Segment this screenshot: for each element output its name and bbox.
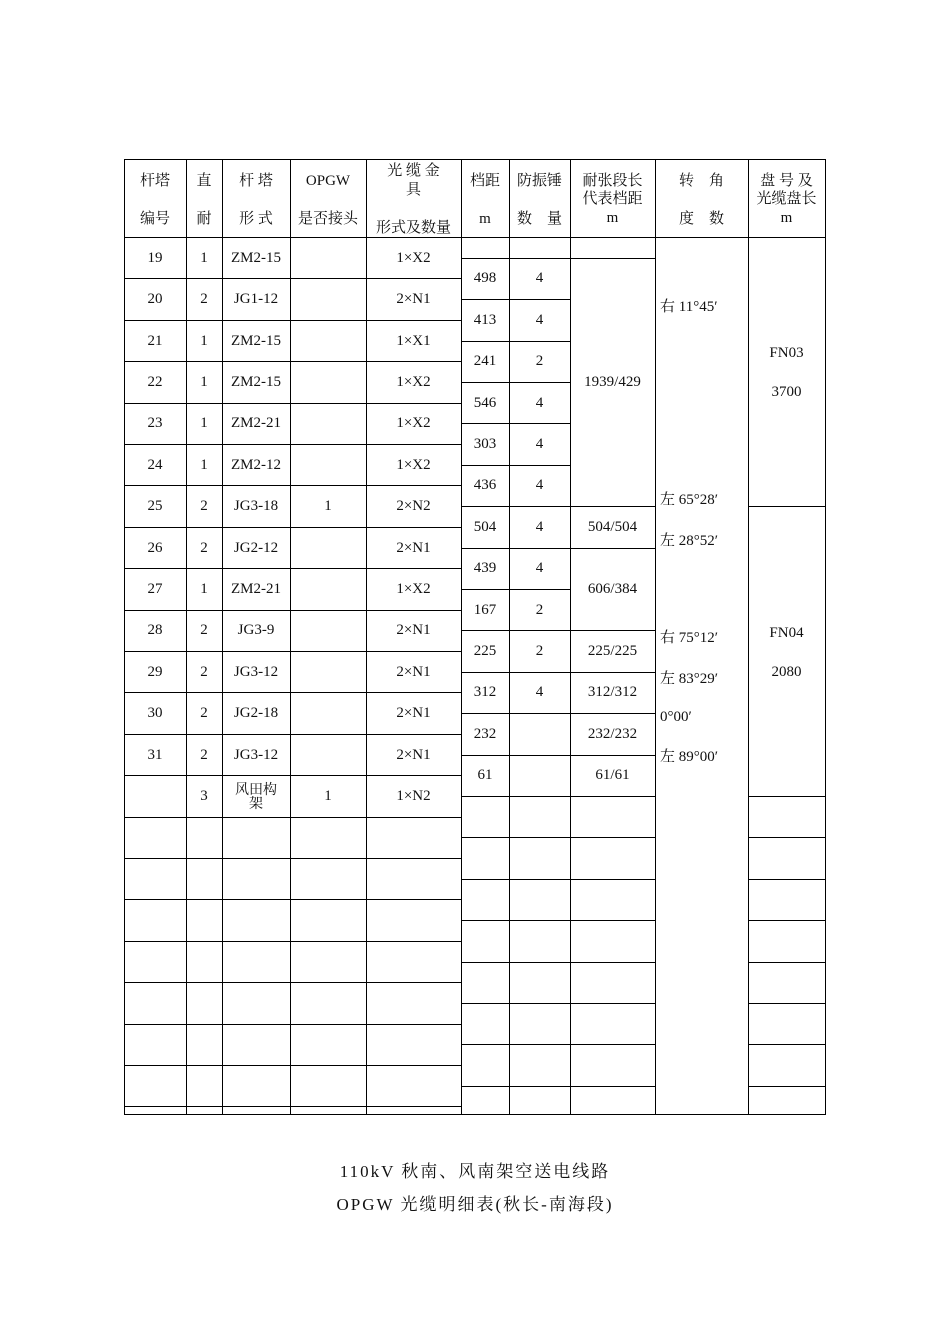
- fitting-cell: 2×N1: [396, 747, 431, 763]
- tower-model-cell: JG3-18: [233, 498, 279, 514]
- type-code-cell: 2: [200, 540, 208, 556]
- type-code-cell: 1: [200, 581, 208, 597]
- section-cell: 232/232: [587, 726, 638, 742]
- span-cell: 61: [477, 767, 493, 783]
- tower-row-line: [124, 320, 462, 321]
- span-cell: 232: [473, 726, 497, 742]
- angle-label: 左 89°00′: [660, 749, 719, 765]
- column-line-3: [290, 159, 291, 1115]
- section-row-line: [570, 713, 656, 714]
- type-code-cell: 2: [200, 622, 208, 638]
- span-cell: 167: [473, 602, 497, 618]
- section-cell: 61/61: [595, 767, 630, 783]
- reel-row-line: [748, 920, 826, 921]
- tower-row-line: [124, 568, 462, 569]
- tower-model-cell: JG2-18: [233, 705, 279, 721]
- section-row-line: [570, 1086, 656, 1087]
- tower-no-cell: 24: [147, 457, 163, 473]
- fitting-cell: 2×N1: [396, 705, 431, 721]
- type-code-cell: 2: [200, 705, 208, 721]
- tower-no-cell: 29: [147, 664, 163, 680]
- tower-model-cell: 风田构架: [235, 783, 277, 812]
- span-row-line: [461, 713, 571, 714]
- tower-model-cell: ZM2-15: [231, 333, 281, 349]
- tower-no-cell: 26: [147, 540, 163, 556]
- tower-row-line: [124, 403, 462, 404]
- type-code-cell: 1: [200, 374, 208, 390]
- section-row-line: [570, 548, 656, 549]
- tower-model-cell: JG3-12: [233, 664, 279, 680]
- span-row-line: [461, 1003, 571, 1004]
- span-cell: 312: [473, 684, 497, 700]
- span-row-line: [461, 465, 571, 466]
- damper-cell: 4: [535, 436, 544, 452]
- span-cell: 498: [473, 270, 497, 286]
- type-code-cell: 2: [200, 498, 208, 514]
- angle-label: 0°00′: [660, 709, 692, 725]
- section-row-line: [570, 1003, 656, 1004]
- span-row-line: [461, 1044, 571, 1045]
- reel-row-line: [748, 879, 826, 880]
- header-angle-line: 度 数: [678, 211, 724, 227]
- section-cell: 504/504: [587, 519, 638, 535]
- tower-no-cell: 27: [147, 581, 163, 597]
- damper-cell: 4: [535, 519, 544, 535]
- tower-model-cell: ZM2-15: [231, 374, 281, 390]
- tower-no-cell: 19: [147, 250, 163, 266]
- tower-row-line: [124, 444, 462, 445]
- tower-row-line: [124, 899, 462, 900]
- damper-cell: 4: [535, 395, 544, 411]
- span-cell: 413: [473, 312, 497, 328]
- damper-cell: 2: [535, 643, 544, 659]
- tower-row-line: [124, 651, 462, 652]
- tower-model-cell: ZM2-21: [231, 581, 281, 597]
- tower-row-line: [124, 1024, 462, 1025]
- tower-no-cell: 30: [147, 705, 163, 721]
- reel-no-cell: FN03: [769, 345, 804, 361]
- tower-no-cell: 23: [147, 415, 163, 431]
- header-section-line: 耐张段长: [582, 173, 643, 189]
- tower-row-line: [124, 1106, 462, 1107]
- fitting-cell: 2×N1: [396, 540, 431, 556]
- type-code-cell: 3: [200, 788, 208, 804]
- section-row-line: [570, 837, 656, 838]
- span-cell: 504: [473, 519, 497, 535]
- tower-row-line: [124, 941, 462, 942]
- fitting-cell: 1×X2: [396, 457, 431, 473]
- span-cell: 225: [473, 643, 497, 659]
- type-code-cell: 1: [200, 250, 208, 266]
- tower-row-line: [124, 692, 462, 693]
- fitting-cell: 2×N1: [396, 622, 431, 638]
- fitting-cell: 1×X2: [396, 415, 431, 431]
- header-bottom-border: [124, 237, 826, 238]
- span-row-line: [461, 796, 571, 797]
- opgw-joint-cell: 1: [324, 498, 332, 514]
- tower-no-cell: 20: [147, 291, 163, 307]
- tower-no-cell: 22: [147, 374, 163, 390]
- header-opgw-joint-line: OPGW: [305, 173, 351, 189]
- reel-length-cell: 3700: [771, 384, 802, 400]
- tower-model-cell: JG1-12: [233, 291, 279, 307]
- section-row-line: [570, 796, 656, 797]
- span-cell: 546: [473, 395, 497, 411]
- span-row-line: [461, 299, 571, 300]
- tower-no-cell: 21: [147, 333, 163, 349]
- header-straight-tension-line: 耐: [196, 211, 212, 227]
- fitting-cell: 1×X2: [396, 250, 431, 266]
- header-angle-line: 转 角: [678, 173, 724, 189]
- header-section-line: m: [606, 210, 619, 226]
- column-line-5: [461, 159, 462, 1115]
- span-row-line: [461, 962, 571, 963]
- section-cell: 225/225: [587, 643, 638, 659]
- tower-no-cell: 25: [147, 498, 163, 514]
- damper-cell: 4: [535, 312, 544, 328]
- span-cell: 303: [473, 436, 497, 452]
- header-damper-line: 数 量: [516, 211, 562, 227]
- tower-row-line: [124, 361, 462, 362]
- type-code-cell: 1: [200, 415, 208, 431]
- tower-row-line: [124, 1065, 462, 1066]
- fitting-cell: 2×N2: [396, 498, 431, 514]
- section-row-line: [570, 1044, 656, 1045]
- tower-model-cell: JG2-12: [233, 540, 279, 556]
- section-cell: 312/312: [587, 684, 638, 700]
- span-row-line: [461, 879, 571, 880]
- type-code-cell: 2: [200, 747, 208, 763]
- damper-cell: 4: [535, 684, 544, 700]
- header-span-line: 档距: [469, 173, 500, 189]
- span-row-line: [461, 630, 571, 631]
- column-line-6: [509, 159, 510, 1115]
- fitting-cell: 1×X1: [396, 333, 431, 349]
- tower-row-line: [124, 734, 462, 735]
- fitting-cell: 2×N1: [396, 664, 431, 680]
- fitting-cell: 1×X2: [396, 374, 431, 390]
- tower-row-line: [124, 610, 462, 611]
- table-bottom-border: [124, 1114, 826, 1115]
- opgw-joint-cell: 1: [324, 788, 332, 804]
- tower-model-cell: JG3-9: [237, 622, 275, 638]
- reel-no-cell: FN04: [769, 625, 804, 641]
- type-code-cell: 2: [200, 664, 208, 680]
- damper-cell: 2: [535, 353, 544, 369]
- header-reel-line: 光缆盘长: [756, 191, 817, 207]
- header-tower-type-line: 形 式: [239, 211, 273, 227]
- span-row-line: [461, 258, 571, 259]
- angle-label: 左 83°29′: [660, 671, 719, 687]
- tower-model-cell: JG3-12: [233, 747, 279, 763]
- header-fittings-line: 具: [405, 182, 421, 198]
- header-opgw-joint-line: 是否接头: [297, 211, 358, 227]
- header-tower-no-line: 杆塔: [139, 173, 170, 189]
- section-cell: 1939/429: [584, 374, 641, 390]
- reel-row-line: [748, 1003, 826, 1004]
- damper-cell: 4: [535, 560, 544, 576]
- header-section-line: 代表档距: [582, 191, 643, 207]
- header-span-line: m: [479, 211, 491, 227]
- section-row-line: [570, 630, 656, 631]
- damper-cell: 4: [535, 477, 544, 493]
- column-line-8: [655, 159, 656, 1115]
- span-row-line: [461, 506, 571, 507]
- fitting-cell: 1×N2: [396, 788, 431, 804]
- tower-model-cell: ZM2-12: [231, 457, 281, 473]
- tower-no-cell: 31: [147, 747, 163, 763]
- tower-row-line: [124, 982, 462, 983]
- reel-row-line: [748, 1086, 826, 1087]
- section-cell: 606/384: [587, 581, 638, 597]
- column-line-7: [570, 159, 571, 1115]
- reel-length-cell: 2080: [771, 664, 802, 680]
- span-cell: 241: [473, 353, 497, 369]
- header-fittings-line: 光 缆 金: [387, 163, 440, 179]
- reel-row-line: [748, 1044, 826, 1045]
- section-row-line: [570, 755, 656, 756]
- tower-row-line: [124, 858, 462, 859]
- type-code-cell: 1: [200, 457, 208, 473]
- damper-cell: 4: [535, 270, 544, 286]
- type-code-cell: 2: [200, 291, 208, 307]
- angle-label: 左 65°28′: [660, 492, 719, 508]
- section-row-line: [570, 920, 656, 921]
- header-tower-type-line: 杆 塔: [239, 173, 273, 189]
- angle-label: 右 75°12′: [660, 630, 719, 646]
- table-top-border: [124, 159, 826, 160]
- header-reel-line: m: [780, 210, 793, 226]
- fitting-cell: 2×N1: [396, 291, 431, 307]
- reel-row-line: [748, 837, 826, 838]
- fitting-cell: 1×X2: [396, 581, 431, 597]
- caption-title: 110kV 秋南、风南架空送电线路: [339, 1162, 611, 1181]
- tower-row-line: [124, 527, 462, 528]
- tower-no-cell: 28: [147, 622, 163, 638]
- span-row-line: [461, 837, 571, 838]
- span-row-line: [461, 423, 571, 424]
- type-code-cell: 1: [200, 333, 208, 349]
- tower-row-line: [124, 775, 462, 776]
- reel-row-line: [748, 962, 826, 963]
- span-row-line: [461, 1086, 571, 1087]
- span-row-line: [461, 589, 571, 590]
- span-row-line: [461, 548, 571, 549]
- header-tower-no-line: 编号: [139, 211, 170, 227]
- span-row-line: [461, 920, 571, 921]
- section-row-line: [570, 672, 656, 673]
- caption-subtitle: OPGW 光缆明细表(秋长-南海段): [336, 1195, 614, 1214]
- span-row-line: [461, 341, 571, 342]
- tower-model-cell: ZM2-15: [231, 250, 281, 266]
- span-row-line: [461, 382, 571, 383]
- angle-label: 右 11°45′: [660, 299, 718, 315]
- reel-row-line: [748, 506, 826, 507]
- header-straight-tension-line: 直: [196, 173, 212, 189]
- angle-label: 左 28°52′: [660, 533, 719, 549]
- section-row-line: [570, 506, 656, 507]
- tower-row-line: [124, 485, 462, 486]
- tower-row-line: [124, 278, 462, 279]
- section-row-line: [570, 879, 656, 880]
- reel-row-line: [748, 796, 826, 797]
- header-reel-line: 盘 号 及: [760, 173, 813, 189]
- span-row-line: [461, 755, 571, 756]
- tower-model-cell: ZM2-21: [231, 415, 281, 431]
- tower-row-line: [124, 817, 462, 818]
- column-line-10: [825, 159, 826, 1115]
- header-damper-line: 防振锤: [516, 173, 562, 189]
- damper-cell: 2: [535, 602, 544, 618]
- section-row-line: [570, 258, 656, 259]
- section-row-line: [570, 962, 656, 963]
- span-cell: 439: [473, 560, 497, 576]
- header-fittings-line: 形式及数量: [375, 220, 451, 236]
- span-row-line: [461, 672, 571, 673]
- span-cell: 436: [473, 477, 497, 493]
